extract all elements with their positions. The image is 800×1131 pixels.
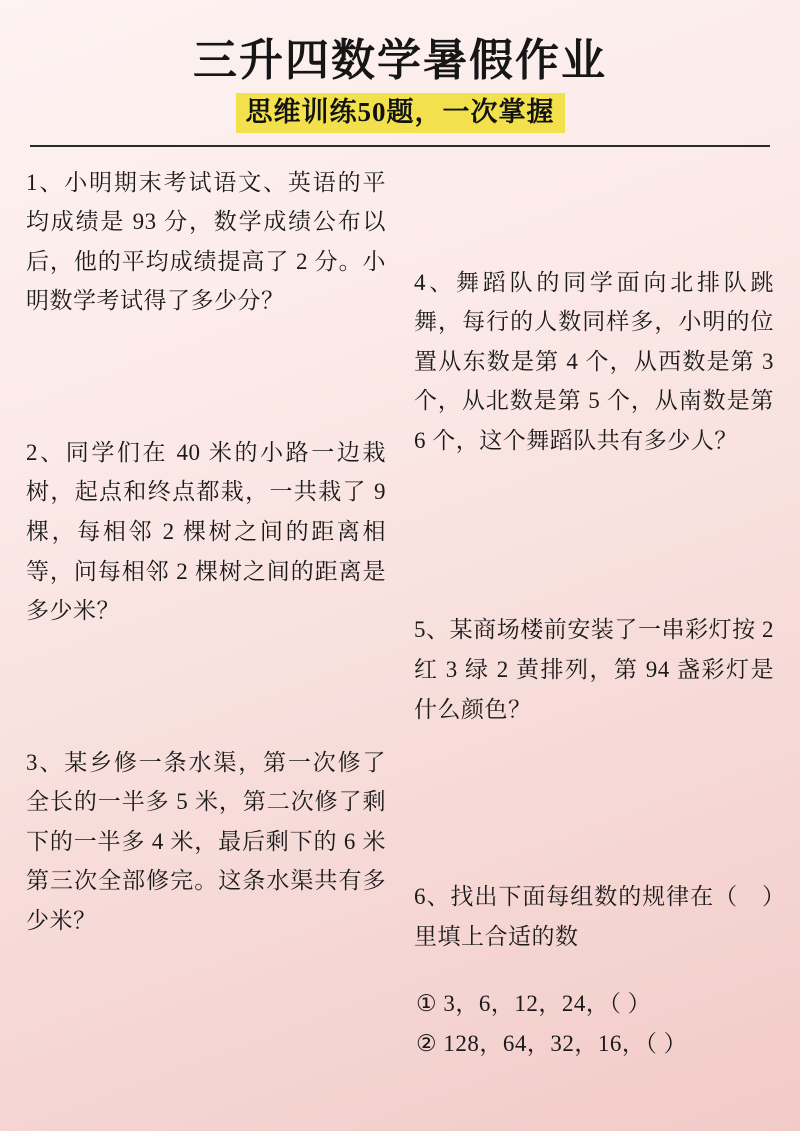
page-title: 三升四数学暑假作业 [193,36,607,85]
gap-right-top [414,163,774,263]
header-divider [30,145,770,147]
question-6-item-2: ② 128，64，32，16，（ ） [416,1030,688,1056]
gap-right-1 [414,460,774,610]
questions-columns [26,163,774,1064]
question-3: 3、某乡修一条水渠，第一次修了全长的一半多 5 米，第二次修了剩下的一半多 4 米，最后剩下的 6 米第三次全部修完。这条水渠共有多少米？ [26,749,386,933]
gap-right-3 [414,956,774,984]
question-6-item-1: ① 3，6，12，24，（ ） [416,991,652,1017]
question-1: 1、小明期末考试语文、英语的平均成绩是 93 分，数学成绩公布以后，他的平均成绩提高了 2 分。小明数学考试得了多少分？ [26,169,386,314]
left-column [26,163,386,941]
right-column [414,163,774,1064]
question-6: 6、找出下面每组数的规律在（ ）里填上合适的数 [414,884,774,949]
gap-right-2 [414,729,774,877]
subtitle-container [26,93,774,133]
question-2: 2、同学们在 40 米的小路一边栽树，起点和终点都栽，一共栽了 9 棵，每相邻 2 棵树之间的距离相等，问每相邻 2 棵树之间的距离是多少米？ [26,439,386,624]
question-5: 5、某商场楼前安装了一串彩灯按 2 红 3 绿 2 黄排列，第 94 盏彩灯是什么颜色？ [414,617,774,722]
gap-2 [26,631,386,743]
gap-1 [26,321,386,433]
subtitle-highlight: 思维训练50题，一次掌握 [236,93,565,133]
question-4: 4、舞蹈队的同学面向北排队跳舞，每行的人数同样多，小明的位置从东数是第 4 个，从西数是第 3 个，从北数是第 5 个，从南数是第 6 个，这个舞蹈队共有多少人？ [414,269,774,453]
